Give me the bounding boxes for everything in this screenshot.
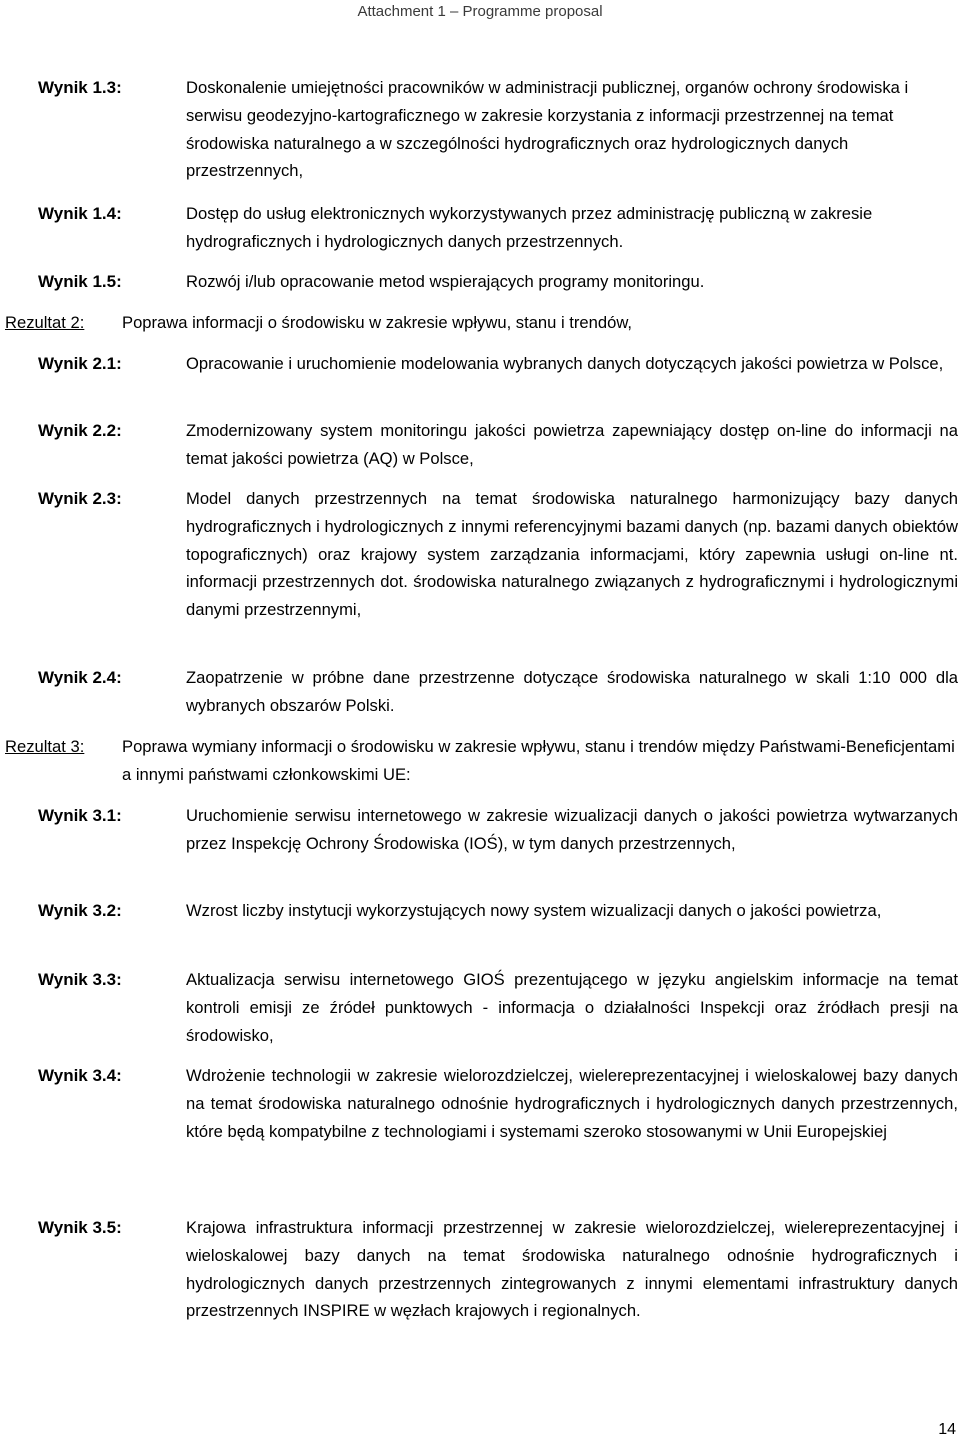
wynik-1-4-label: Wynik 1.4: [38, 204, 122, 223]
wynik-3-4-text: Wdrożenie technologii w zakresie wielorozdzielczej, wielereprezentacyjnej i wieloskalowej bazy danych na temat środowiska naturalnego odnośnie hydrograficznych i hydrologicznych danych przestrzennych, które będą kompatybilne z technologiami i systemami szeroko stosowanymi w Unii Europejskiej [186, 1066, 958, 1141]
rezultat-2-text: Poprawa informacji o środowisku w zakresie wpływu, stanu i trendów, [122, 313, 633, 332]
wynik-1-5-label: Wynik 1.5: [38, 272, 122, 291]
wynik-3-2-text: Wzrost liczby instytucji wykorzystujących nowy system wizualizacji danych o jakości powietrza, [186, 901, 882, 920]
rezultat-3-label: Rezultat 3: [5, 737, 85, 756]
wynik-3-4-label: Wynik 3.4: [38, 1066, 122, 1085]
wynik-2-2-label: Wynik 2.2: [38, 421, 122, 440]
rezultat-3-text: Poprawa wymiany informacji o środowisku w zakresie wpływu, stanu i trendów między Państwami-Beneficjentami a innymi państwami członkowskimi UE: [122, 737, 955, 784]
wynik-3-3-text: Aktualizacja serwisu internetowego GIOŚ prezentującego w języku angielskim informacje na temat kontroli emisji ze źródeł punktowych - informacja o działalności Inspekcji oraz źródłach presji na środowisko, [186, 970, 958, 1045]
wynik-2-4-text: Zaopatrzenie w próbne dane przestrzenne dotyczące środowiska naturalnego w skali 1:10 000 dla wybranych obszarów Polski. [186, 668, 958, 715]
wynik-3-2-label: Wynik 3.2: [38, 901, 122, 920]
wynik-1-4-text: Dostęp do usług elektronicznych wykorzystywanych przez administrację publiczną w zakresie hydrograficznych i hydrologicznych danych przestrzennych. [186, 204, 873, 251]
wynik-1-5-text: Rozwój i/lub opracowanie metod wspierających programy monitoringu. [186, 272, 705, 291]
wynik-3-1-label: Wynik 3.1: [38, 806, 122, 825]
wynik-3-3-label: Wynik 3.3: [38, 970, 122, 989]
rezultat-2-label: Rezultat 2: [5, 313, 85, 332]
wynik-2-1-text: Opracowanie i uruchomienie modelowania wybranych danych dotyczących jakości powietrza w Polsce, [186, 354, 944, 373]
wynik-3-5-label: Wynik 3.5: [38, 1218, 122, 1237]
wynik-3-5-text: Krajowa infrastruktura informacji przestrzennej w zakresie wielorozdzielczej, wielereprezentacyjnej i wieloskalowej bazy danych na temat środowiska naturalnego odnośnie hydrograficznych i hydrologicznych danych przestrzennych zintegrowanych z innymi elementami infrastruktury danych przestrzennych INSPIRE w węzłach krajowych i regionalnych. [186, 1218, 958, 1321]
wynik-1-3-label: Wynik 1.3: [38, 78, 122, 97]
wynik-2-4-label: Wynik 2.4: [38, 668, 122, 687]
wynik-3-1-text: Uruchomienie serwisu internetowego w zakresie wizualizacji danych o jakości powietrza wytwarzanych przez Inspekcję Ochrony Środowiska (IOŚ), w tym danych przestrzennych, [186, 806, 958, 853]
wynik-2-3-label: Wynik 2.3: [38, 489, 122, 508]
page-number: 14 [938, 1421, 956, 1438]
wynik-2-2-text: Zmodernizowany system monitoringu jakości powietrza zapewniający dostęp on-line do informacji na temat jakości powietrza (AQ) w Polsce, [186, 421, 958, 468]
document-header: Attachment 1 – Programme proposal [357, 3, 603, 20]
wynik-2-1-label: Wynik 2.1: [38, 354, 122, 373]
wynik-1-3-text: Doskonalenie umiejętności pracowników w administracji publicznej, organów ochrony środowiska i serwisu geodezyjno-kartograficznego w zakresie korzystania z informacji przestrzennej na temat środowiska naturalnego a w szczególności hydrograficznych oraz hydrologicznych danych przestrzennych, [186, 78, 909, 181]
wynik-2-3-text: Model danych przestrzennych na temat środowiska naturalnego harmonizujący bazy danych hydrograficznych i hydrologicznych z innymi referencyjnymi bazami danych (np. bazami danych obiektów topograficznych) oraz krajowy system zarządzania informacjami, który zapewnia usługi on-line nt. informacji przestrzennych dot. środowiska naturalnego związanych z hydrograficznymi i hydrologicznymi danymi przestrzennymi, [186, 489, 958, 620]
